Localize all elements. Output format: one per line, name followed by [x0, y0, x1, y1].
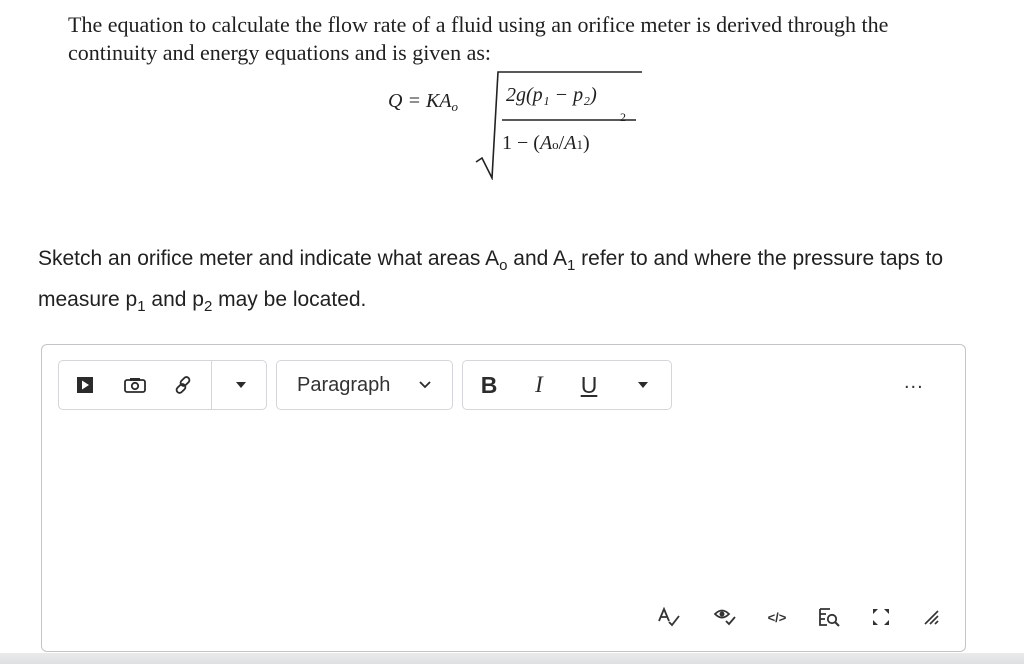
ratio-bottom: A: [564, 132, 577, 154]
paragraph-format-select[interactable]: [276, 360, 453, 410]
prompt-text-1: Sketch an orifice meter and indicate what areas A: [38, 247, 500, 270]
resize-handle-icon[interactable]: [916, 597, 946, 637]
prompt-sub-p1: 1: [137, 298, 146, 316]
prompt-text-4: and p: [145, 288, 204, 312]
formula-lhs: [388, 90, 458, 115]
chevron-down-icon: [413, 361, 437, 409]
formula-denominator: 1 − (Ao/A1): [502, 132, 590, 154]
question-intro: The equation to calculate the flow rate of a fluid using an orifice meter is derived through the continuity and energy equations and is given as:: [68, 12, 889, 65]
prompt-sub-o: o: [499, 257, 508, 275]
image-insert-icon[interactable]: [117, 361, 153, 409]
prompt-sub-p2: 2: [203, 298, 213, 316]
page-bottom-edge: [0, 653, 1024, 664]
formula-lhs-subscript: o: [451, 99, 458, 114]
prompt-sub-1: 1: [567, 257, 576, 275]
caret-down-icon: [236, 382, 246, 388]
fullscreen-icon[interactable]: [864, 597, 898, 637]
prompt-text-3: refer to and where the pressure taps to measure p: [38, 247, 944, 312]
text-format-group: [462, 360, 672, 410]
prompt-text-2: and A: [507, 247, 567, 270]
paragraph-label-text: Paragraph: [297, 373, 391, 396]
accessibility-check-icon[interactable]: [708, 597, 742, 637]
bold-button[interactable]: B: [480, 371, 498, 398]
ratio-top-sub: o: [552, 137, 559, 152]
toolbar-divider: [211, 361, 212, 409]
editor-status-bar: [42, 597, 967, 637]
ratio-bottom-sub: 1: [576, 137, 583, 152]
caret-down-icon: [638, 382, 648, 388]
format-dropdown[interactable]: [623, 361, 663, 409]
insert-dropdown[interactable]: [219, 361, 263, 409]
prompt-text-5: may be located.: [212, 288, 367, 312]
formula-lhs-text: Q = KA: [388, 90, 452, 112]
preview-icon[interactable]: [812, 597, 846, 637]
link-icon[interactable]: [163, 361, 203, 409]
italic-button[interactable]: I: [535, 372, 543, 397]
paragraph-label: [297, 361, 397, 409]
question-prompt: [38, 242, 978, 324]
denominator-prefix: 1 − (: [502, 132, 540, 154]
formula-exponent: 2: [620, 110, 626, 124]
more-options-button[interactable]: ...: [904, 371, 924, 393]
source-code-icon[interactable]: </>: [767, 609, 787, 625]
flow-rate-formula: [388, 70, 648, 180]
ratio-top: A: [539, 132, 553, 154]
video-insert-icon[interactable]: [67, 361, 103, 409]
insert-group: [58, 360, 267, 410]
underline-button[interactable]: U: [580, 371, 598, 398]
formula-numerator: 2g(p₁ − p₂): [506, 84, 597, 106]
spellcheck-icon[interactable]: [652, 597, 686, 637]
answer-editor[interactable]: [41, 344, 966, 652]
